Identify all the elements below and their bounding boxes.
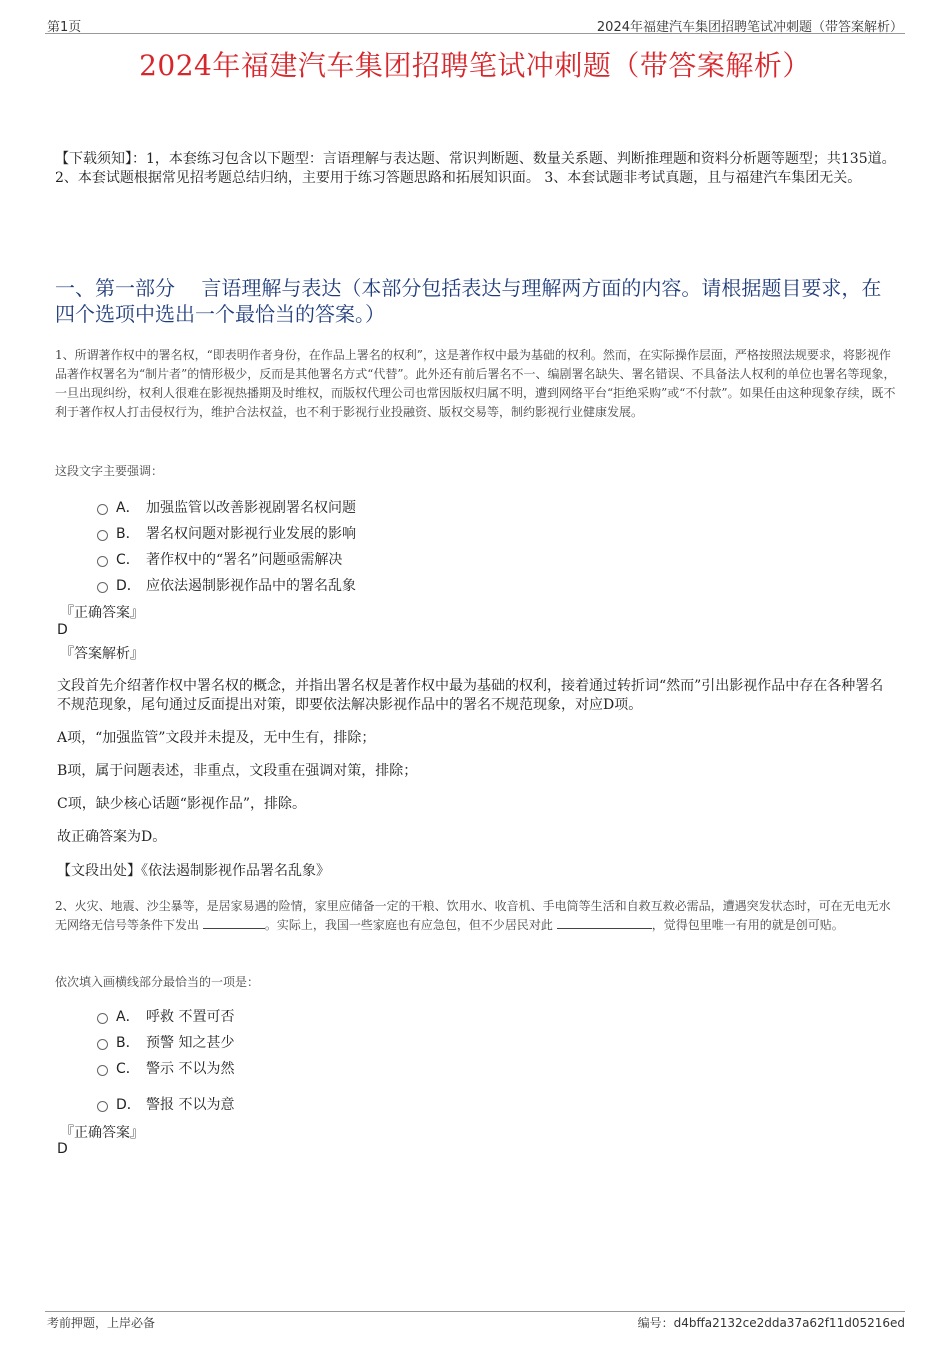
radio-icon[interactable] [97,556,108,567]
option-letter: A． [116,500,140,516]
option-text: 预警 知之甚少 [146,1035,235,1051]
option-text: 著作权中的“署名”问题亟需解决 [146,552,343,568]
q2-answer-label: 『正确答案』 [60,1125,144,1141]
option-letter: C． [116,1061,140,1077]
download-notice: 【下载须知】：1，本套练习包含以下题型：言语理解与表达题、常识判断题、数量关系题、判断推理题和资料分析题等题型；共135道。 2、本套试题根据常见招考题总结归纳，主要用于练习答题思路和拓展知识面。 3、本套试题非考试真题，且与福建汽车集团无关。 [55,151,896,186]
q2-answer: D [57,1141,68,1157]
page-number: 第1页 [47,20,82,35]
document-code: d4bffa2132ce2dda37a62f11d05216ed [673,1316,905,1330]
blank-2 [557,916,652,929]
option-text: 呼救 不置可否 [146,1009,235,1025]
running-header-title: 2024年福建汽车集团招聘笔试冲刺题（带答案解析） [596,20,903,35]
radio-icon[interactable] [97,1065,108,1076]
q1-answer-label: 『正确答案』 [60,605,144,621]
q1-answer: D [57,622,68,638]
section-heading: 一、第一部分 言语理解与表达（本部分包括表达与理解两方面的内容。请根据题目要求，在四个选项中选出一个最恰当的答案。） [55,276,882,326]
option-letter: B． [116,526,140,542]
q1-option-d[interactable] [97,575,356,595]
radio-icon[interactable] [97,1101,108,1112]
q1-analysis-option-a: A项，“加强监管”文段并未提及，无中生有，排除； [57,730,376,746]
footer-slogan: 考前押题，上岸必备 [47,1316,156,1330]
q1-analysis-label: 『答案解析』 [60,646,144,662]
q1-analysis-paragraph: 文段首先介绍著作权中署名权的概念，并指出署名权是著作权中最为基础的权利，接着通过转折词“然而”引出影视作品中存在各种署名不规范现象，尾句通过反面提出对策，即要依法解决影视作品中的署名不规范现象，对应D项。 [57,678,884,713]
document-title: 2024年福建汽车集团招聘笔试冲刺题（带答案解析） [139,49,811,82]
q1-analysis-option-c: C项，缺少核心话题“影视作品”，排除。 [57,796,307,812]
q1-source: 【文段出处】《依法遏制影视作品署名乱象》 [57,863,330,879]
q2-option-c[interactable] [97,1058,234,1078]
code-label: 编号： [637,1316,674,1330]
footer-code [638,1314,905,1331]
radio-icon[interactable] [97,582,108,593]
option-letter: D． [116,578,141,594]
option-text: 署名权问题对影视行业发展的影响 [146,526,356,542]
radio-icon[interactable] [97,530,108,541]
q1-option-a[interactable] [97,497,356,517]
radio-icon[interactable] [97,1039,108,1050]
q1-analysis-conclusion: 故正确答案为D。 [57,829,167,845]
option-letter: C． [116,552,140,568]
question-1-stem: 1、所谓著作权中的署名权，“即表明作者身份，在作品上署名的权利”，这是著作权中最为基础的权利。然而，在实际操作层面，严格按照法规要求，将影视作品著作权署名为“制片者”的情形极少，反而是其他署名方式“代替”。此外还有前后署名不一、编剧署名缺失、署名错误、不具备法人权利的单位也署名等现象，一旦出现纠纷，权利人很难在影视热播期及时维权，而版权代理公司也常因版权归属不明，遭到网络平台“拒绝采购”或“不付款”。如果任由这种现象存续，既不利于著作权人打击侵权行为，维护合法权益，也不利于影视行业投融资、版权交易等，制约影视行业健康发展。 [55,348,896,419]
q2-option-b[interactable] [97,1032,234,1052]
q1-analysis-option-b: B项，属于问题表述，非重点，文段重在强调对策，排除； [57,763,418,779]
question-2-stem [55,897,897,935]
footer-divider [45,1311,905,1312]
question-1-prompt: 这段文字主要强调： [55,464,164,478]
radio-icon[interactable] [97,504,108,515]
header-divider [45,33,905,34]
option-letter: B． [116,1035,140,1051]
q2-stem-part3: ，觉得包里唯一有用的就是创可贴。 [651,918,844,932]
q2-stem-part1: 2、火灾、地震、沙尘暴等，是居家易遇的险情，家里应储备一定的干粮、饮用水、收音机、手电筒等生活和自救互救必需品，遭遇突发状态时，可在无电无水无网络无信号等条件下发出 [55,899,891,932]
blank-1 [203,916,265,929]
option-letter: D． [116,1097,141,1113]
q2-option-a[interactable] [97,1006,234,1026]
option-text: 警示 不以为然 [146,1061,235,1077]
option-text: 警报 不以为意 [146,1097,235,1113]
radio-icon[interactable] [97,1013,108,1024]
q2-option-d[interactable] [97,1094,234,1114]
q1-option-c[interactable] [97,549,342,569]
option-text: 加强监管以改善影视剧署名权问题 [146,500,356,516]
option-text: 应依法遏制影视作品中的署名乱象 [146,578,356,594]
question-2-prompt: 依次填入画横线部分最恰当的一项是： [55,975,260,989]
q2-stem-part2: 。实际上，我国一些家庭也有应急包，但不少居民对此 [264,918,553,932]
q1-option-b[interactable] [97,523,356,543]
option-letter: A． [116,1009,140,1025]
